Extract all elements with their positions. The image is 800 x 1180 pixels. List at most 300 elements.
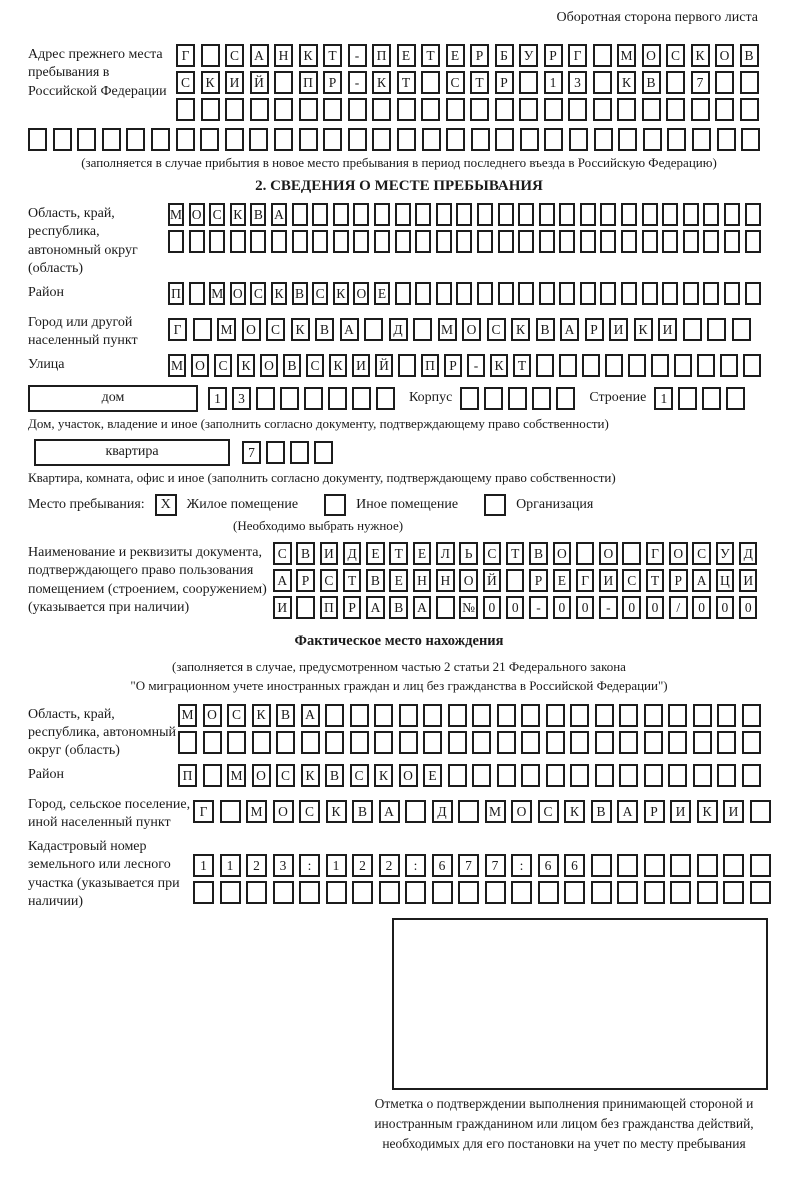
char-cell[interactable] bbox=[323, 128, 342, 151]
char-cell[interactable]: Н bbox=[413, 569, 432, 592]
char-cell[interactable] bbox=[456, 230, 472, 253]
char-cell[interactable] bbox=[605, 354, 623, 377]
char-cell[interactable] bbox=[703, 230, 719, 253]
char-cell[interactable]: Ь bbox=[459, 542, 478, 565]
char-cell[interactable]: 6 bbox=[432, 854, 453, 877]
char-cell[interactable] bbox=[246, 881, 267, 904]
char-cell[interactable]: 1 bbox=[208, 387, 227, 410]
char-cell[interactable]: Е bbox=[423, 764, 442, 787]
char-cell[interactable] bbox=[299, 881, 320, 904]
char-cell[interactable]: Т bbox=[506, 542, 525, 565]
char-cell[interactable]: К bbox=[511, 318, 530, 341]
char-cell[interactable]: Д bbox=[389, 318, 408, 341]
char-cell[interactable]: Г bbox=[176, 44, 195, 67]
char-cell[interactable]: С bbox=[487, 318, 506, 341]
char-cell[interactable]: 3 bbox=[232, 387, 251, 410]
char-cell[interactable] bbox=[697, 354, 715, 377]
char-cell[interactable]: С bbox=[276, 764, 295, 787]
char-cell[interactable] bbox=[292, 203, 308, 226]
char-cell[interactable] bbox=[266, 441, 285, 464]
char-cell[interactable] bbox=[398, 354, 416, 377]
char-cell[interactable] bbox=[498, 282, 514, 305]
char-cell[interactable]: А bbox=[617, 800, 638, 823]
char-cell[interactable] bbox=[376, 387, 395, 410]
char-cell[interactable] bbox=[296, 596, 315, 619]
char-cell[interactable]: Р bbox=[296, 569, 315, 592]
char-cell[interactable]: 6 bbox=[538, 854, 559, 877]
char-cell[interactable] bbox=[518, 230, 534, 253]
checkbox-organizatsiya[interactable] bbox=[484, 494, 506, 516]
char-cell[interactable]: И bbox=[225, 71, 244, 94]
char-cell[interactable] bbox=[559, 230, 575, 253]
char-cell[interactable] bbox=[621, 282, 637, 305]
char-cell[interactable] bbox=[471, 128, 490, 151]
char-cell[interactable] bbox=[745, 282, 761, 305]
char-cell[interactable] bbox=[495, 128, 514, 151]
char-cell[interactable] bbox=[458, 800, 479, 823]
char-cell[interactable]: 1 bbox=[654, 387, 673, 410]
char-cell[interactable] bbox=[292, 230, 308, 253]
char-cell[interactable] bbox=[399, 731, 418, 754]
char-cell[interactable]: К bbox=[372, 71, 391, 94]
char-cell[interactable] bbox=[717, 731, 736, 754]
char-cell[interactable] bbox=[546, 731, 565, 754]
char-cell[interactable] bbox=[312, 230, 328, 253]
char-cell[interactable] bbox=[715, 71, 734, 94]
char-cell[interactable]: 0 bbox=[553, 596, 572, 619]
char-cell[interactable]: К bbox=[697, 800, 718, 823]
char-cell[interactable]: Е bbox=[366, 542, 385, 565]
char-cell[interactable]: 0 bbox=[483, 596, 502, 619]
char-cell[interactable]: К bbox=[564, 800, 585, 823]
char-cell[interactable]: 0 bbox=[739, 596, 758, 619]
char-cell[interactable] bbox=[546, 704, 565, 727]
char-cell[interactable]: Т bbox=[646, 569, 665, 592]
char-cell[interactable] bbox=[591, 881, 612, 904]
char-cell[interactable]: / bbox=[669, 596, 688, 619]
char-cell[interactable]: В bbox=[296, 542, 315, 565]
char-cell[interactable]: 3 bbox=[568, 71, 587, 94]
char-cell[interactable] bbox=[580, 203, 596, 226]
char-cell[interactable] bbox=[250, 230, 266, 253]
char-cell[interactable] bbox=[683, 318, 702, 341]
char-cell[interactable]: 1 bbox=[193, 854, 214, 877]
char-cell[interactable] bbox=[743, 354, 761, 377]
char-cell[interactable]: П bbox=[299, 71, 318, 94]
char-cell[interactable] bbox=[594, 128, 613, 151]
char-cell[interactable] bbox=[225, 98, 244, 121]
char-cell[interactable] bbox=[726, 387, 745, 410]
char-cell[interactable] bbox=[312, 203, 328, 226]
char-cell[interactable]: В bbox=[529, 542, 548, 565]
char-cell[interactable]: В bbox=[276, 704, 295, 727]
char-cell[interactable] bbox=[484, 387, 503, 410]
char-cell[interactable]: С bbox=[209, 203, 225, 226]
char-cell[interactable] bbox=[498, 230, 514, 253]
char-cell[interactable] bbox=[564, 881, 585, 904]
char-cell[interactable]: : bbox=[405, 854, 426, 877]
char-cell[interactable] bbox=[519, 98, 538, 121]
char-cell[interactable]: Е bbox=[389, 569, 408, 592]
char-cell[interactable] bbox=[745, 203, 761, 226]
char-cell[interactable]: С bbox=[176, 71, 195, 94]
char-cell[interactable]: Т bbox=[343, 569, 362, 592]
char-cell[interactable] bbox=[497, 764, 516, 787]
char-cell[interactable] bbox=[436, 596, 455, 619]
char-cell[interactable]: - bbox=[348, 71, 367, 94]
char-cell[interactable]: С bbox=[483, 542, 502, 565]
char-cell[interactable] bbox=[374, 203, 390, 226]
char-cell[interactable]: 6 bbox=[564, 854, 585, 877]
char-cell[interactable] bbox=[189, 230, 205, 253]
char-cell[interactable] bbox=[662, 230, 678, 253]
char-cell[interactable] bbox=[666, 98, 685, 121]
char-cell[interactable] bbox=[193, 881, 214, 904]
char-cell[interactable] bbox=[200, 128, 219, 151]
char-cell[interactable] bbox=[436, 203, 452, 226]
char-cell[interactable] bbox=[619, 704, 638, 727]
char-cell[interactable]: 7 bbox=[458, 854, 479, 877]
char-cell[interactable] bbox=[446, 98, 465, 121]
char-cell[interactable]: И bbox=[723, 800, 744, 823]
char-cell[interactable] bbox=[397, 128, 416, 151]
char-cell[interactable] bbox=[644, 731, 663, 754]
char-cell[interactable]: А bbox=[366, 596, 385, 619]
char-cell[interactable] bbox=[580, 230, 596, 253]
char-cell[interactable] bbox=[274, 71, 293, 94]
char-cell[interactable]: С bbox=[622, 569, 641, 592]
char-cell[interactable] bbox=[497, 704, 516, 727]
char-cell[interactable] bbox=[497, 731, 516, 754]
char-cell[interactable]: О bbox=[189, 203, 205, 226]
char-cell[interactable]: Н bbox=[436, 569, 455, 592]
char-cell[interactable]: 3 bbox=[273, 854, 294, 877]
char-cell[interactable]: Т bbox=[323, 44, 342, 67]
char-cell[interactable] bbox=[519, 71, 538, 94]
char-cell[interactable] bbox=[415, 282, 431, 305]
char-cell[interactable]: К bbox=[617, 71, 636, 94]
char-cell[interactable] bbox=[193, 318, 212, 341]
char-cell[interactable] bbox=[670, 854, 691, 877]
char-cell[interactable] bbox=[477, 282, 493, 305]
char-cell[interactable] bbox=[617, 881, 638, 904]
char-cell[interactable] bbox=[619, 764, 638, 787]
char-cell[interactable]: 2 bbox=[379, 854, 400, 877]
char-cell[interactable] bbox=[201, 44, 220, 67]
char-cell[interactable] bbox=[595, 704, 614, 727]
char-cell[interactable] bbox=[326, 881, 347, 904]
char-cell[interactable]: А bbox=[250, 44, 269, 67]
char-cell[interactable] bbox=[593, 44, 612, 67]
char-cell[interactable]: А bbox=[301, 704, 320, 727]
char-cell[interactable]: С bbox=[250, 282, 266, 305]
char-cell[interactable]: С bbox=[227, 704, 246, 727]
char-cell[interactable] bbox=[703, 203, 719, 226]
char-cell[interactable]: В bbox=[352, 800, 373, 823]
char-cell[interactable]: А bbox=[379, 800, 400, 823]
char-cell[interactable] bbox=[397, 98, 416, 121]
char-cell[interactable] bbox=[643, 128, 662, 151]
char-cell[interactable]: 1 bbox=[326, 854, 347, 877]
char-cell[interactable] bbox=[102, 128, 121, 151]
char-cell[interactable] bbox=[472, 764, 491, 787]
char-cell[interactable] bbox=[227, 731, 246, 754]
char-cell[interactable]: Д bbox=[739, 542, 758, 565]
char-cell[interactable] bbox=[328, 387, 347, 410]
char-cell[interactable] bbox=[651, 354, 669, 377]
char-cell[interactable] bbox=[290, 441, 309, 464]
char-cell[interactable] bbox=[532, 387, 551, 410]
char-cell[interactable]: Т bbox=[470, 71, 489, 94]
char-cell[interactable] bbox=[546, 764, 565, 787]
checkbox-zhiloe[interactable]: X bbox=[155, 494, 177, 516]
char-cell[interactable] bbox=[600, 230, 616, 253]
char-cell[interactable]: О bbox=[553, 542, 572, 565]
char-cell[interactable] bbox=[274, 128, 293, 151]
char-cell[interactable]: П bbox=[168, 282, 184, 305]
char-cell[interactable] bbox=[460, 387, 479, 410]
char-cell[interactable]: М bbox=[227, 764, 246, 787]
char-cell[interactable] bbox=[350, 731, 369, 754]
char-cell[interactable] bbox=[692, 128, 711, 151]
char-cell[interactable] bbox=[576, 542, 595, 565]
char-cell[interactable] bbox=[724, 230, 740, 253]
char-cell[interactable] bbox=[415, 230, 431, 253]
char-cell[interactable]: С bbox=[538, 800, 559, 823]
char-cell[interactable]: К bbox=[374, 764, 393, 787]
char-cell[interactable]: И bbox=[320, 542, 339, 565]
char-cell[interactable] bbox=[458, 881, 479, 904]
char-cell[interactable]: О bbox=[260, 354, 278, 377]
char-cell[interactable] bbox=[617, 854, 638, 877]
char-cell[interactable] bbox=[477, 230, 493, 253]
char-cell[interactable] bbox=[668, 764, 687, 787]
char-cell[interactable] bbox=[642, 203, 658, 226]
char-cell[interactable] bbox=[697, 881, 718, 904]
char-cell[interactable] bbox=[252, 731, 271, 754]
char-cell[interactable]: Р bbox=[495, 71, 514, 94]
char-cell[interactable]: О bbox=[203, 704, 222, 727]
char-cell[interactable] bbox=[750, 800, 771, 823]
char-cell[interactable]: - bbox=[348, 44, 367, 67]
char-cell[interactable] bbox=[422, 128, 441, 151]
char-cell[interactable]: 2 bbox=[246, 854, 267, 877]
char-cell[interactable] bbox=[559, 354, 577, 377]
char-cell[interactable] bbox=[395, 282, 411, 305]
char-cell[interactable]: Б bbox=[495, 44, 514, 67]
char-cell[interactable] bbox=[456, 203, 472, 226]
char-cell[interactable]: Е bbox=[413, 542, 432, 565]
char-cell[interactable]: А bbox=[413, 596, 432, 619]
char-cell[interactable]: 7 bbox=[691, 71, 710, 94]
char-cell[interactable]: К bbox=[326, 800, 347, 823]
char-cell[interactable]: 0 bbox=[716, 596, 735, 619]
char-cell[interactable]: К bbox=[291, 318, 310, 341]
char-cell[interactable] bbox=[423, 704, 442, 727]
char-cell[interactable]: А bbox=[273, 569, 292, 592]
char-cell[interactable]: Г bbox=[646, 542, 665, 565]
char-cell[interactable]: К bbox=[691, 44, 710, 67]
char-cell[interactable]: О bbox=[242, 318, 261, 341]
char-cell[interactable]: Е bbox=[374, 282, 390, 305]
char-cell[interactable] bbox=[644, 764, 663, 787]
char-cell[interactable] bbox=[448, 731, 467, 754]
char-cell[interactable] bbox=[732, 318, 751, 341]
char-cell[interactable]: - bbox=[467, 354, 485, 377]
char-cell[interactable] bbox=[678, 387, 697, 410]
char-cell[interactable]: В bbox=[250, 203, 266, 226]
char-cell[interactable] bbox=[273, 881, 294, 904]
char-cell[interactable] bbox=[477, 203, 493, 226]
char-cell[interactable] bbox=[126, 128, 145, 151]
char-cell[interactable] bbox=[448, 764, 467, 787]
char-cell[interactable] bbox=[353, 203, 369, 226]
char-cell[interactable]: В bbox=[591, 800, 612, 823]
char-cell[interactable]: Т bbox=[421, 44, 440, 67]
char-cell[interactable] bbox=[299, 98, 318, 121]
char-cell[interactable] bbox=[176, 128, 195, 151]
char-cell[interactable]: О bbox=[599, 542, 618, 565]
char-cell[interactable]: И bbox=[273, 596, 292, 619]
char-cell[interactable] bbox=[600, 203, 616, 226]
char-cell[interactable] bbox=[750, 881, 771, 904]
char-cell[interactable]: 2 bbox=[352, 854, 373, 877]
char-cell[interactable] bbox=[176, 98, 195, 121]
char-cell[interactable] bbox=[539, 203, 555, 226]
char-cell[interactable] bbox=[323, 98, 342, 121]
char-cell[interactable] bbox=[619, 731, 638, 754]
char-cell[interactable] bbox=[740, 71, 759, 94]
char-cell[interactable] bbox=[628, 354, 646, 377]
char-cell[interactable] bbox=[276, 731, 295, 754]
char-cell[interactable] bbox=[674, 354, 692, 377]
char-cell[interactable] bbox=[693, 764, 712, 787]
char-cell[interactable]: Р bbox=[444, 354, 462, 377]
char-cell[interactable] bbox=[446, 128, 465, 151]
char-cell[interactable] bbox=[595, 731, 614, 754]
char-cell[interactable]: Д bbox=[343, 542, 362, 565]
char-cell[interactable] bbox=[717, 764, 736, 787]
char-cell[interactable]: : bbox=[299, 854, 320, 877]
char-cell[interactable]: Й bbox=[483, 569, 502, 592]
char-cell[interactable]: Р bbox=[529, 569, 548, 592]
char-cell[interactable] bbox=[405, 881, 426, 904]
char-cell[interactable] bbox=[352, 387, 371, 410]
char-cell[interactable]: М bbox=[485, 800, 506, 823]
char-cell[interactable] bbox=[580, 282, 596, 305]
char-cell[interactable] bbox=[662, 203, 678, 226]
char-cell[interactable] bbox=[750, 854, 771, 877]
char-cell[interactable]: О bbox=[715, 44, 734, 67]
char-cell[interactable] bbox=[436, 230, 452, 253]
char-cell[interactable] bbox=[691, 98, 710, 121]
char-cell[interactable] bbox=[348, 98, 367, 121]
char-cell[interactable]: С bbox=[299, 800, 320, 823]
char-cell[interactable] bbox=[151, 128, 170, 151]
char-cell[interactable]: 7 bbox=[485, 854, 506, 877]
char-cell[interactable] bbox=[683, 230, 699, 253]
char-cell[interactable]: К bbox=[301, 764, 320, 787]
char-cell[interactable] bbox=[220, 800, 241, 823]
char-cell[interactable] bbox=[333, 203, 349, 226]
char-cell[interactable] bbox=[723, 881, 744, 904]
char-cell[interactable] bbox=[715, 98, 734, 121]
char-cell[interactable]: П bbox=[178, 764, 197, 787]
char-cell[interactable]: О bbox=[642, 44, 661, 67]
char-cell[interactable] bbox=[372, 98, 391, 121]
char-cell[interactable] bbox=[374, 704, 393, 727]
char-cell[interactable] bbox=[724, 282, 740, 305]
char-cell[interactable]: С bbox=[306, 354, 324, 377]
char-cell[interactable]: М bbox=[246, 800, 267, 823]
char-cell[interactable]: К bbox=[299, 44, 318, 67]
char-cell[interactable] bbox=[559, 203, 575, 226]
char-cell[interactable] bbox=[683, 282, 699, 305]
char-cell[interactable] bbox=[666, 71, 685, 94]
char-cell[interactable] bbox=[220, 881, 241, 904]
char-cell[interactable] bbox=[668, 731, 687, 754]
char-cell[interactable] bbox=[379, 881, 400, 904]
char-cell[interactable]: 7 bbox=[242, 441, 261, 464]
char-cell[interactable] bbox=[724, 203, 740, 226]
char-cell[interactable]: № bbox=[459, 596, 478, 619]
char-cell[interactable]: О bbox=[511, 800, 532, 823]
char-cell[interactable] bbox=[508, 387, 527, 410]
char-cell[interactable] bbox=[432, 881, 453, 904]
char-cell[interactable] bbox=[168, 230, 184, 253]
char-cell[interactable] bbox=[741, 128, 760, 151]
char-cell[interactable]: К bbox=[333, 282, 349, 305]
char-cell[interactable]: А bbox=[560, 318, 579, 341]
char-cell[interactable]: К bbox=[329, 354, 347, 377]
char-cell[interactable] bbox=[395, 230, 411, 253]
char-cell[interactable] bbox=[740, 98, 759, 121]
char-cell[interactable] bbox=[421, 98, 440, 121]
char-cell[interactable]: С bbox=[266, 318, 285, 341]
char-cell[interactable] bbox=[595, 764, 614, 787]
char-cell[interactable] bbox=[644, 881, 665, 904]
char-cell[interactable] bbox=[485, 881, 506, 904]
char-cell[interactable] bbox=[668, 704, 687, 727]
char-cell[interactable] bbox=[353, 230, 369, 253]
char-cell[interactable] bbox=[556, 387, 575, 410]
char-cell[interactable]: Е bbox=[446, 44, 465, 67]
char-cell[interactable] bbox=[703, 282, 719, 305]
char-cell[interactable] bbox=[203, 731, 222, 754]
char-cell[interactable] bbox=[203, 764, 222, 787]
char-cell[interactable] bbox=[472, 731, 491, 754]
char-cell[interactable] bbox=[644, 704, 663, 727]
char-cell[interactable]: И bbox=[599, 569, 618, 592]
char-cell[interactable] bbox=[570, 764, 589, 787]
char-cell[interactable]: Й bbox=[375, 354, 393, 377]
char-cell[interactable] bbox=[325, 731, 344, 754]
char-cell[interactable]: - bbox=[599, 596, 618, 619]
char-cell[interactable] bbox=[53, 128, 72, 151]
char-cell[interactable]: И bbox=[739, 569, 758, 592]
char-cell[interactable]: : bbox=[511, 854, 532, 877]
char-cell[interactable]: 0 bbox=[646, 596, 665, 619]
char-cell[interactable] bbox=[521, 764, 540, 787]
char-cell[interactable]: В bbox=[366, 569, 385, 592]
checkbox-inoe[interactable] bbox=[324, 494, 346, 516]
char-cell[interactable] bbox=[395, 203, 411, 226]
char-cell[interactable] bbox=[720, 354, 738, 377]
char-cell[interactable]: И bbox=[609, 318, 628, 341]
char-cell[interactable]: У bbox=[716, 542, 735, 565]
char-cell[interactable]: Т bbox=[513, 354, 531, 377]
char-cell[interactable]: П bbox=[372, 44, 391, 67]
